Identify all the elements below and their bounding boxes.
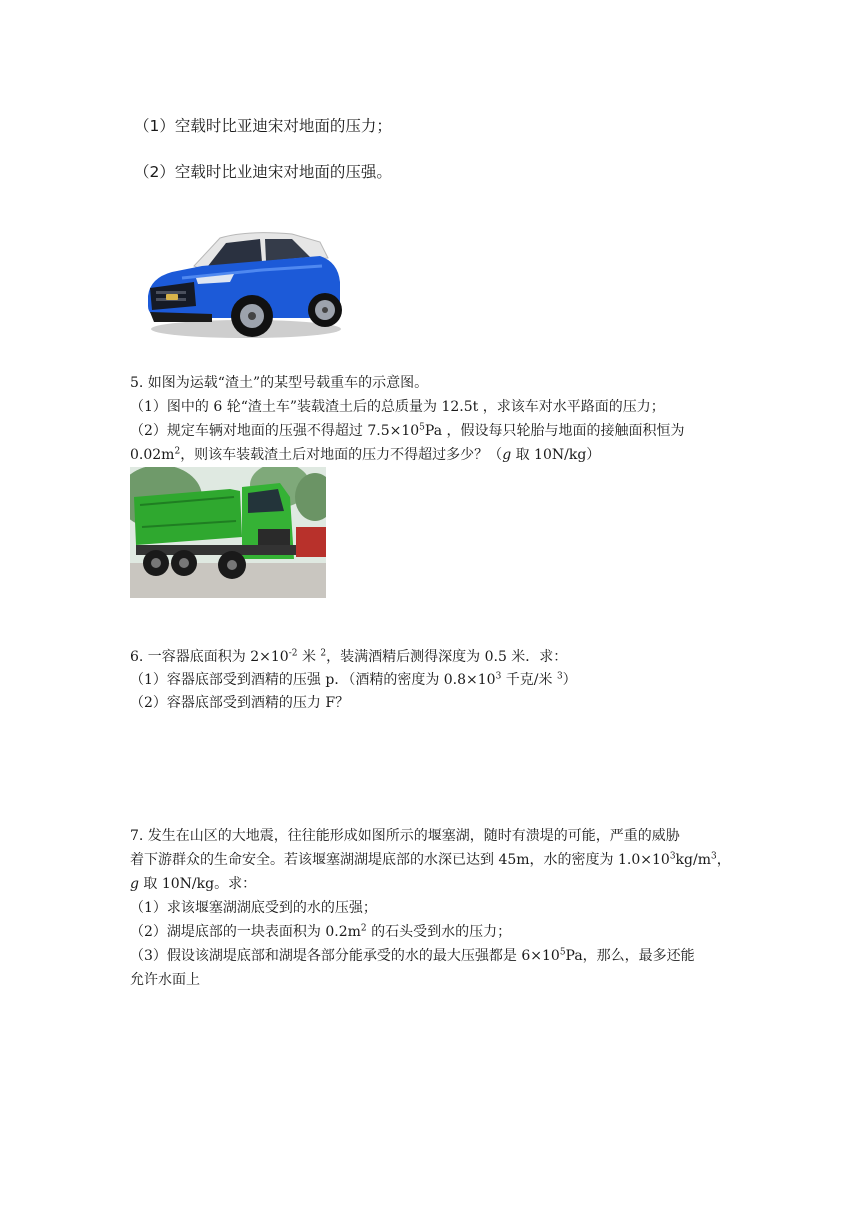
q7-line3: g 取 10N/kg。求： [130, 876, 257, 892]
q5-title: 5. 如图为运载“渣土”的某型号载重车的示意图。 [130, 375, 429, 391]
q7-sub2: （2）湖堤底部的一块表面积为 $0.2m^2$ 的石头受到水的压力； [130, 923, 512, 940]
q6-sub2: （2）容器底部受到酒精的压力 F？ [130, 695, 350, 711]
q4-sub1: （1）空载时比亚迪宋对地面的压力； [134, 117, 392, 135]
q5-sub2-line1: （2）规定车辆对地面的压强不得超过 $7.5\times 10^5Pa$ ，假设每只轮胎与地面的接触面积恒为 [130, 422, 685, 439]
q7-sub1: （1）求该堰塞湖湖底受到的水的压强； [130, 900, 377, 916]
q7-sub3-line2: 允许水面上 [130, 972, 200, 988]
q6-title: 6. 一容器底面积为 $2\times 10^{-2}$ 米 $^2$，装满酒精后测得深度为 0.5 米．求： [130, 648, 568, 665]
dump-truck-image [130, 467, 326, 598]
car-plate [166, 294, 178, 300]
q7-sub3-line1: （3）假设该湖堤底部和湖堤各部分能承受的水的最大压强都是 $6\times 10^5Pa$，那么，最多还能 [130, 947, 695, 964]
q4-sub2: （2）空载时比业迪宋对地面的压强。 [134, 163, 392, 181]
suv-car-image [142, 226, 344, 342]
q6-sub1: （1）容器底部受到酒精的压强 p．（酒精的密度为 $0.8\times 10^3$ 千克/米 $^3$） [130, 671, 577, 688]
q7-line1: 7. 发生在山区的大地震，往往能形成如图所示的堰塞湖，随时有溃堤的可能，严重的威胁 [130, 828, 680, 844]
q5-sub2-line2: $0.02m^2$，则该车装载渣土后对地面的压力不得超过多少？（g 取 10N/kg） [130, 446, 601, 463]
q5-sub1: （1）图中的 6 轮“渣土车”装载渣土后的总质量为 12.5t ，求该车对水平路面的压力； [130, 399, 665, 415]
q7-line2: 着下游群众的生命安全。若该堰塞湖湖堤底部的水深已达到 45m，水的密度为 $1.0\times 10^3kg/m^3$， [130, 851, 731, 868]
